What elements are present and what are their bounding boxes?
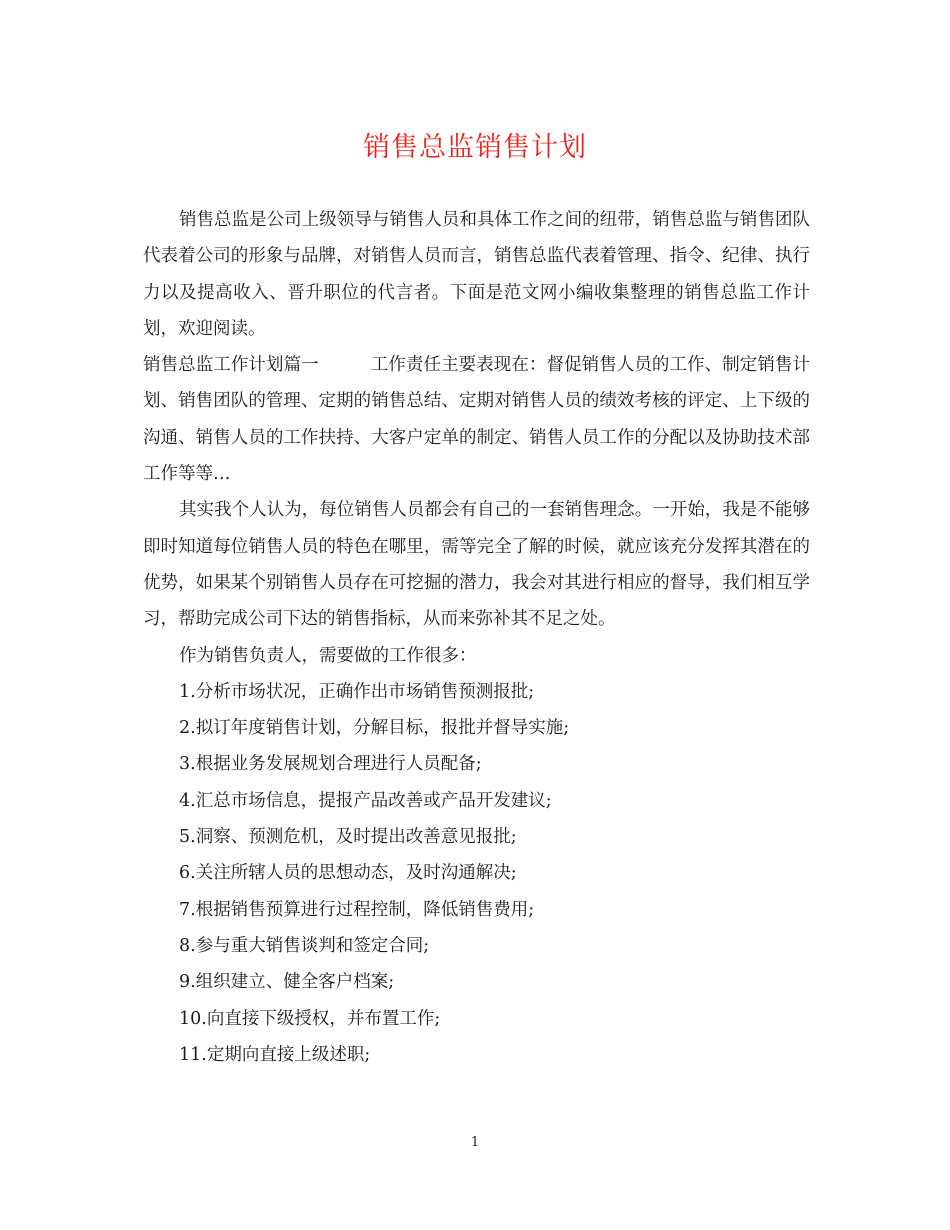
list-item: 10.向直接下级授权，并布置工作; [179, 1008, 441, 1029]
list-item: 9.组织建立、健全客户档案; [179, 972, 395, 993]
list-item: 11.定期向直接上级述职; [179, 1044, 371, 1065]
list-item: 8.参与重大销售谈判和签定合同; [179, 935, 430, 956]
document-title: 销售总监销售计划 [363, 132, 587, 163]
paragraph-2: 其实我个人认为，每位销售人员都会有自己的一套销售理念。一开始，我是不能够即时知道每位销售人员的特色在哪里，需等完全了解的时候，就应该充分发挥其潜在的优势，如果某个别销售人员存在可挖掘的潜力，我会对其进行相应的督导，我们相互学习，帮助完成公司下达的销售指标，从而来弥补其不足之处。 [143, 500, 810, 630]
document-body [143, 202, 810, 1073]
list-item: 1.分析市场状况，正确作出市场销售预测报批; [179, 681, 535, 702]
duty-list [143, 674, 810, 1073]
intro-paragraph: 销售总监是公司上级领导与销售人员和具体工作之间的纽带，销售总监与销售团队代表着公司的形象与品牌，对销售人员而言，销售总监代表着管理、指令、纪律、执行力以及提高收入、晋升职位的代言者。下面是范文网小编收集整理的销售总监工作计划，欢迎阅读。 [143, 210, 810, 339]
list-item: 4.汇总市场信息，提报产品改善或产品开发建议; [179, 790, 552, 811]
list-item: 2.拟订年度销售计划，分解目标，报批并督导实施; [179, 718, 570, 739]
list-item: 5.洞察、预测危机，及时提出改善意见报批; [179, 827, 517, 848]
section-heading: 销售总监工作计划篇一 [143, 355, 319, 376]
list-item: 7.根据销售预算进行过程控制，降低销售费用; [179, 899, 535, 920]
page-number: 1 [470, 1135, 480, 1150]
list-intro: 作为销售负责人，需要做的工作很多： [179, 645, 477, 666]
section-paragraph [143, 347, 810, 492]
section-text: 工作责任主要表现在：督促销售人员的工作、制定销售计划、销售团队的管理、定期的销售总结、定期对销售人员的绩效考核的评定、上下级的沟通、销售人员的工作扶持、大客户定单的制定、销售人员工作的分配以及协助技术部工作等等… [143, 355, 811, 485]
list-item: 6.关注所辖人员的思想动态，及时沟通解决; [179, 863, 517, 884]
list-item: 3.根据业务发展规划合理进行人员配备; [179, 754, 482, 775]
